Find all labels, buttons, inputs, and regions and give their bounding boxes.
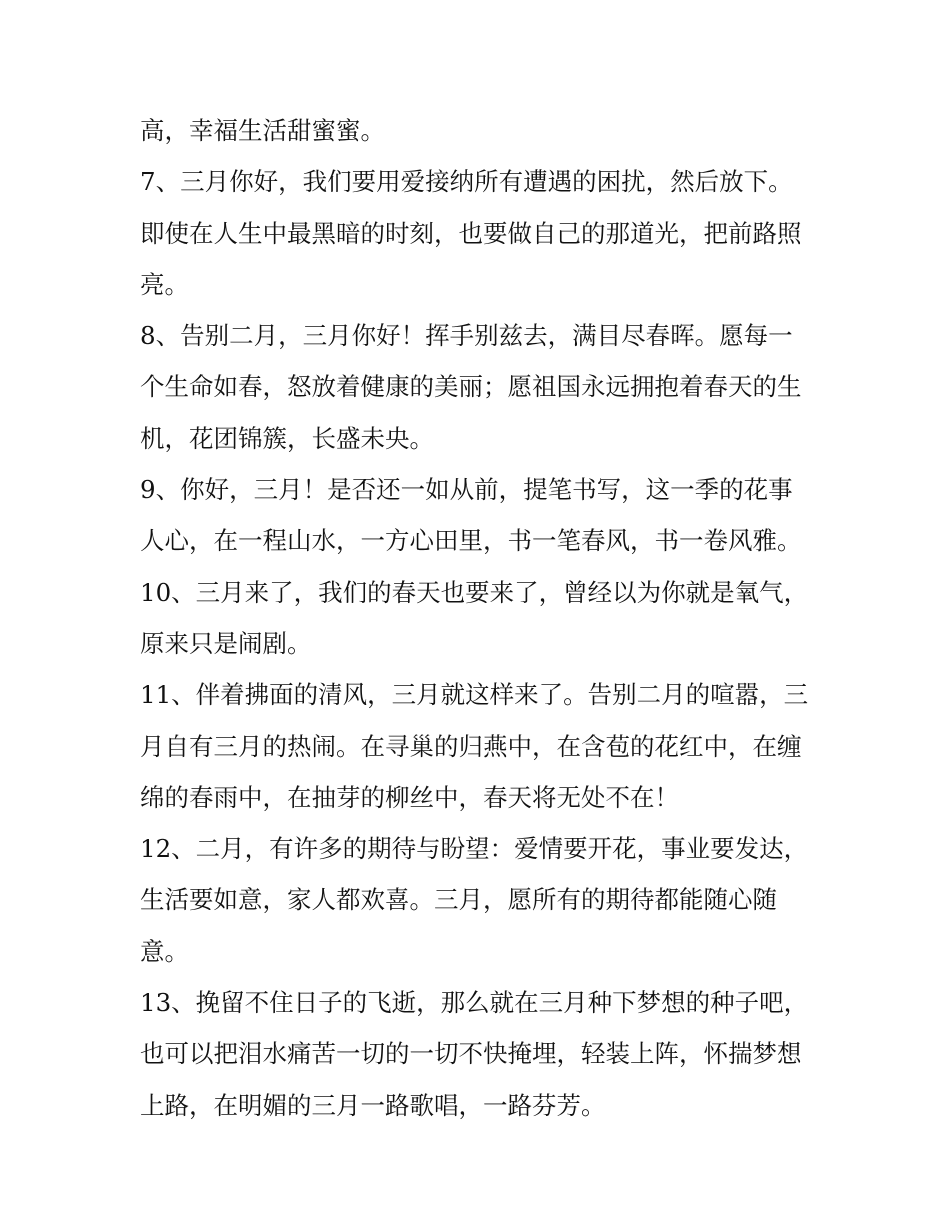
text-line: 个生命如春，怒放着健康的美丽；愿祖国永远拥抱着春天的生 (140, 372, 802, 402)
text-line: 人心，在一程山水，一方心田里，书一笔春风，书一卷风雅。 (140, 526, 802, 556)
text-line: 10、三月来了，我们的春天也要来了，曾经以为你就是氧气， (140, 577, 809, 607)
text-line: 绵的春雨中，在抽芽的柳丝中，春天将无处不在！ (140, 782, 679, 812)
text-line: 意。 (140, 936, 189, 966)
text-line: 7、三月你好，我们要用爱接纳所有遭遇的困扰，然后放下。 (140, 167, 793, 197)
text-line: 也可以把泪水痛苦一切的一切不快掩埋，轻装上阵，怀揣梦想 (140, 1039, 802, 1069)
text-line: 11、伴着拂面的清风，三月就这样来了。告别二月的喧嚣，三 (140, 680, 809, 710)
text-line: 上路，在明媚的三月一路歌唱，一路芬芳。 (140, 1090, 606, 1120)
document-body (140, 105, 830, 1131)
text-line: 即使在人生中最黑暗的时刻，也要做自己的那道光，把前路照 (140, 218, 802, 248)
text-line: 原来只是闹剧。 (140, 628, 312, 658)
text-line: 生活要如意，家人都欢喜。三月，愿所有的期待都能随心随 (140, 885, 777, 915)
text-line: 13、挽留不住日子的飞逝，那么就在三月种下梦想的种子吧， (140, 988, 809, 1018)
text-line: 12、二月，有许多的期待与盼望：爱情要开花，事业要发达， (140, 834, 809, 864)
text-line: 亮。 (140, 269, 189, 299)
text-line: 月自有三月的热闹。在寻巢的归燕中，在含苞的花红中，在缠 (140, 731, 802, 761)
text-line: 9、你好，三月！是否还一如从前，提笔书写，这一季的花事 (140, 475, 793, 505)
text-line: 机，花团锦簇，长盛未央。 (140, 423, 434, 453)
text-line: 高，幸福生活甜蜜蜜。 (140, 116, 385, 145)
text-line: 8、告别二月，三月你好！挥手别兹去，满目尽春晖。愿每一 (140, 321, 793, 351)
